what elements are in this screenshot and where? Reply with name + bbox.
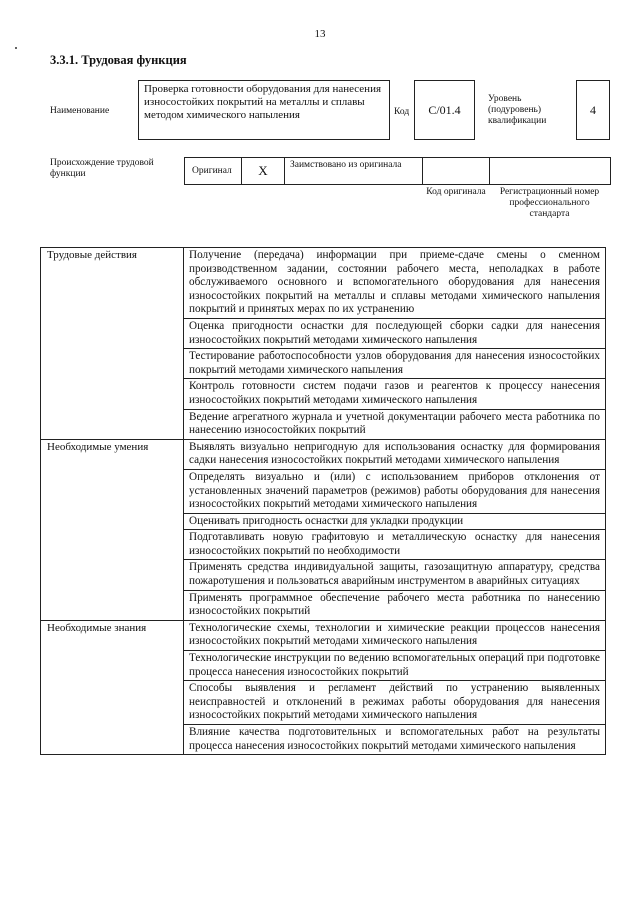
table-row: Оценивать пригодность оснастки для укладки продукции — [184, 513, 606, 530]
level-value: 4 — [590, 102, 596, 117]
level-label: Уровень (подуровень) квалификации — [488, 94, 547, 126]
original-label: Оригинал — [192, 166, 232, 176]
section-heading: Необходимые умения — [40, 439, 184, 620]
original-cell — [184, 157, 242, 185]
table-row: Подготавливать новую графитовую и металлическую оснастку для нанесения износостойких покрытий по необходимости — [184, 529, 606, 559]
borrowed-label: Заимствовано из оригинала — [290, 160, 402, 170]
origin-label: Происхождение трудовой функции — [50, 158, 154, 179]
table-row: Тестирование работоспособности узлов оборудования для нанесения износостойких покрытий методами химического напыления — [184, 348, 606, 378]
table-row: Влияние качества подготовительных и вспомогательных работ на результаты процесса нанесения износостойких покрытий методами химического напыления — [184, 724, 606, 754]
table-section-row — [40, 439, 606, 620]
table-row: Применять программное обеспечение рабочего места работника по нанесению износостойких покрытий — [184, 590, 606, 620]
table-row: Оценка пригодности оснастки для последующей сборки садки для нанесения износостойких покрытий методами химического напыления — [184, 318, 606, 348]
code-box — [414, 80, 475, 140]
page-number: 13 — [314, 28, 326, 40]
table-section-row — [40, 620, 606, 754]
table-row: Технологические схемы, технологии и химические реакции процессов нанесения износостойких покрытий методами химического напыления — [184, 620, 606, 650]
section-items — [184, 439, 606, 620]
section-heading: Необходимые знания — [40, 620, 184, 754]
table-row: Технологические инструкции по ведению вспомогательных операций при подготовке процесса нанесения износостойких покрытий — [184, 650, 606, 680]
section-heading: Трудовые действия — [40, 247, 184, 439]
level-box — [576, 80, 610, 140]
code-caption: Код оригинала — [426, 187, 486, 197]
code-label: Код — [394, 107, 410, 117]
name-label: Наименование — [50, 106, 110, 116]
function-name-box — [138, 80, 390, 140]
section-items — [184, 247, 606, 439]
original-mark-cell — [241, 157, 285, 185]
table-row: Определять визуально и (или) с использованием приборов отклонения от установленных значений параметров (режимов) работы оборудования для нанесения износостойких покрытий методами химического напыления — [184, 469, 606, 513]
section-items — [184, 620, 606, 754]
section-title: 3.3.1. Трудовая функция — [50, 53, 187, 67]
margin-dot — [15, 47, 17, 49]
original-mark: X — [258, 163, 268, 178]
table-row: Получение (передача) информации при приеме-сдаче смены о сменном производственном задании, состоянии рабочего места, неполадках в работе обслуживаемого основного и вспомогательного оборудования для нанесения износостойких покрытий на металлы и сплавы методами химического напыления покрытий и принятых мерах по их устранению — [184, 247, 606, 318]
table-row: Применять средства индивидуальной защиты, газозащитную аппаратуру, средства пожаротушения и пользоваться аварийным инструментом в аварийных ситуациях — [184, 559, 606, 589]
table-section-row — [40, 247, 606, 439]
borrowed-cell — [284, 157, 423, 185]
function-table — [40, 247, 606, 755]
reg-caption: Регистрационный номер профессионального стандарта — [499, 187, 600, 219]
table-row: Выявлять визуально непригодную для использования оснастку для формирования садки нанесения износостойких покрытий методами химического напыления — [184, 439, 606, 469]
reg-number-cell — [489, 157, 611, 185]
table-row: Ведение агрегатного журнала и учетной документации рабочего места работника по нанесению износостойких покрытий — [184, 409, 606, 439]
original-code-cell — [422, 157, 490, 185]
table-row: Контроль готовности систем подачи газов и реагентов к процессу нанесения износостойких покрытий методами химического напыления — [184, 378, 606, 408]
code-value: С/01.4 — [428, 102, 461, 117]
function-name-value: Проверка готовности оборудования для нанесения износостойких покрытий на металлы и сплавы методом химического напыления — [144, 83, 382, 121]
table-row: Способы выявления и регламент действий по устранению выявленных неисправностей и отклонений в режимах работы оборудования для нанесения износостойких покрытий методами химического напыления — [184, 680, 606, 724]
